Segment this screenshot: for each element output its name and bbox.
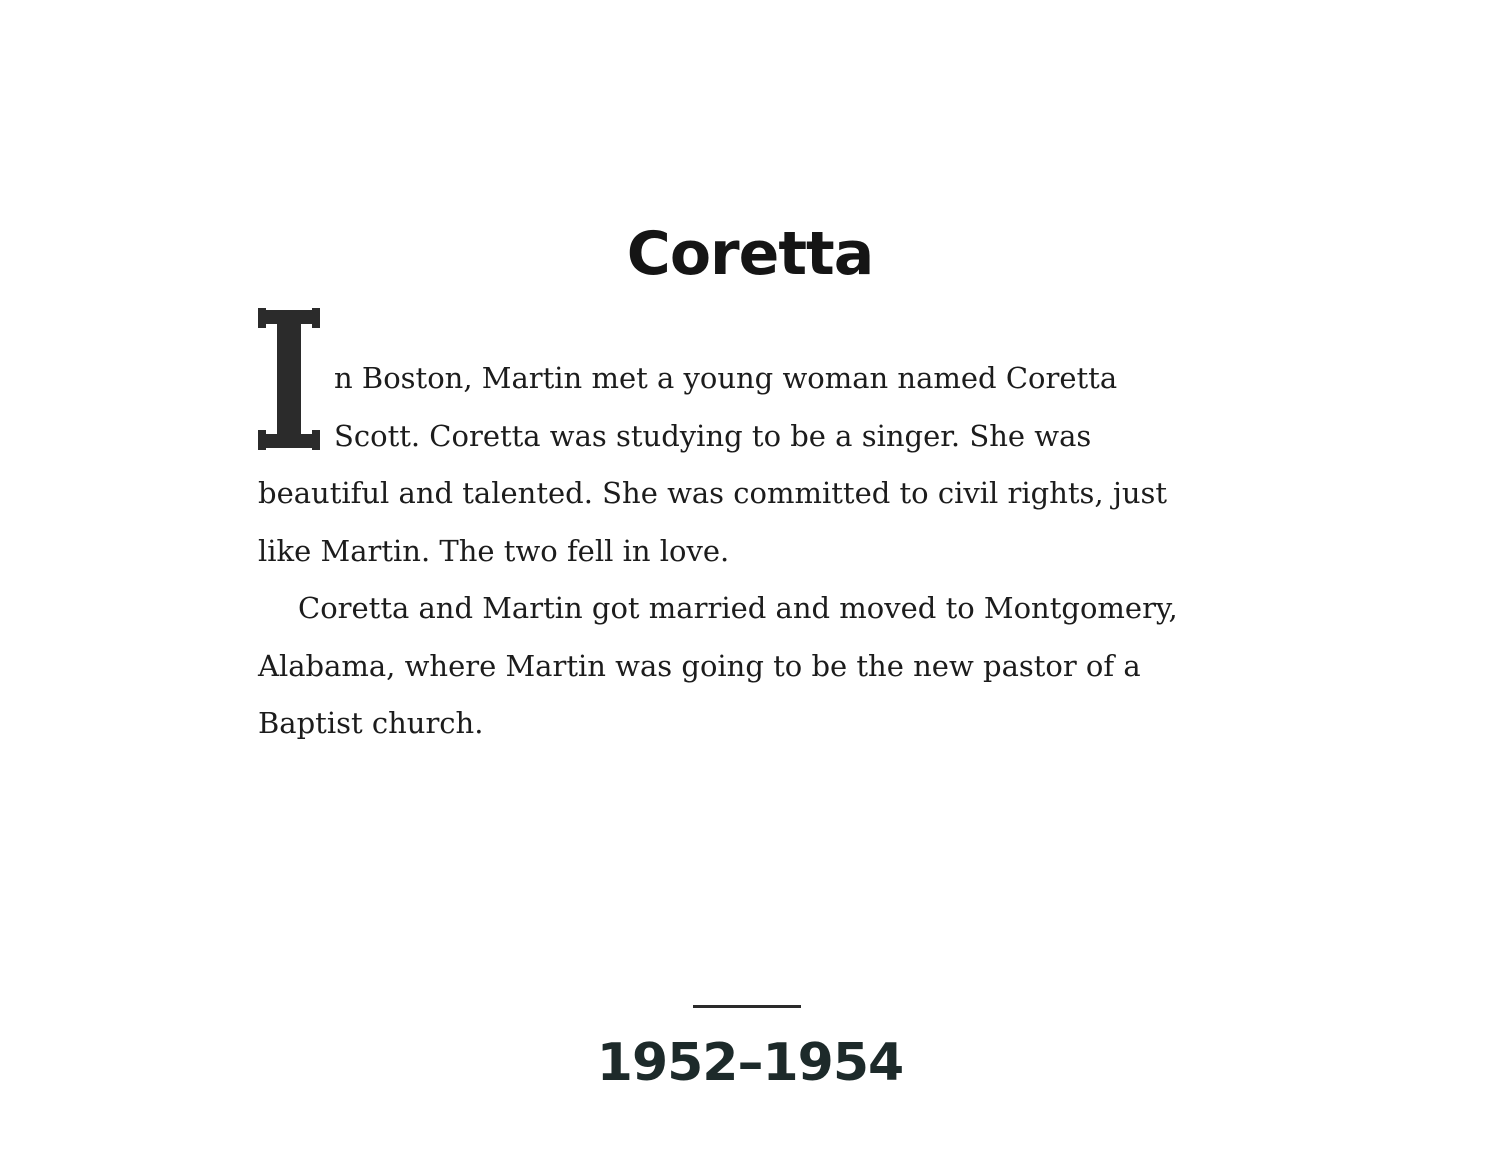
paragraph-1-line-1: n Boston, Martin met a young woman named Coretta bbox=[334, 361, 1118, 395]
drop-cap bbox=[258, 308, 320, 450]
chapter-title: Coretta bbox=[626, 219, 874, 289]
paragraph-1-line-4: like Martin. The two fell in love. bbox=[258, 533, 730, 568]
paragraph-1 bbox=[258, 308, 1268, 580]
paragraph-2-line-2: Alabama, where Martin was going to be the new pastor of a bbox=[258, 648, 1141, 683]
paragraph-2 bbox=[258, 580, 1268, 753]
paragraph-2-line-1: Coretta and Martin got married and moved to Montgomery, bbox=[298, 591, 1178, 625]
paragraph-2-line-3: Baptist church. bbox=[258, 706, 484, 740]
footer-divider bbox=[693, 1005, 801, 1008]
drop-cap-glyph-icon bbox=[258, 308, 320, 450]
paragraph-1-line-3: beautiful and talented. She was committed to civil rights, just bbox=[258, 476, 1168, 510]
chapter-body bbox=[258, 308, 1268, 753]
paragraph-1-line-2: Scott. Coretta was studying to be a singer. She was bbox=[334, 418, 1092, 453]
footer-years: 1952–1954 bbox=[596, 1033, 904, 1093]
